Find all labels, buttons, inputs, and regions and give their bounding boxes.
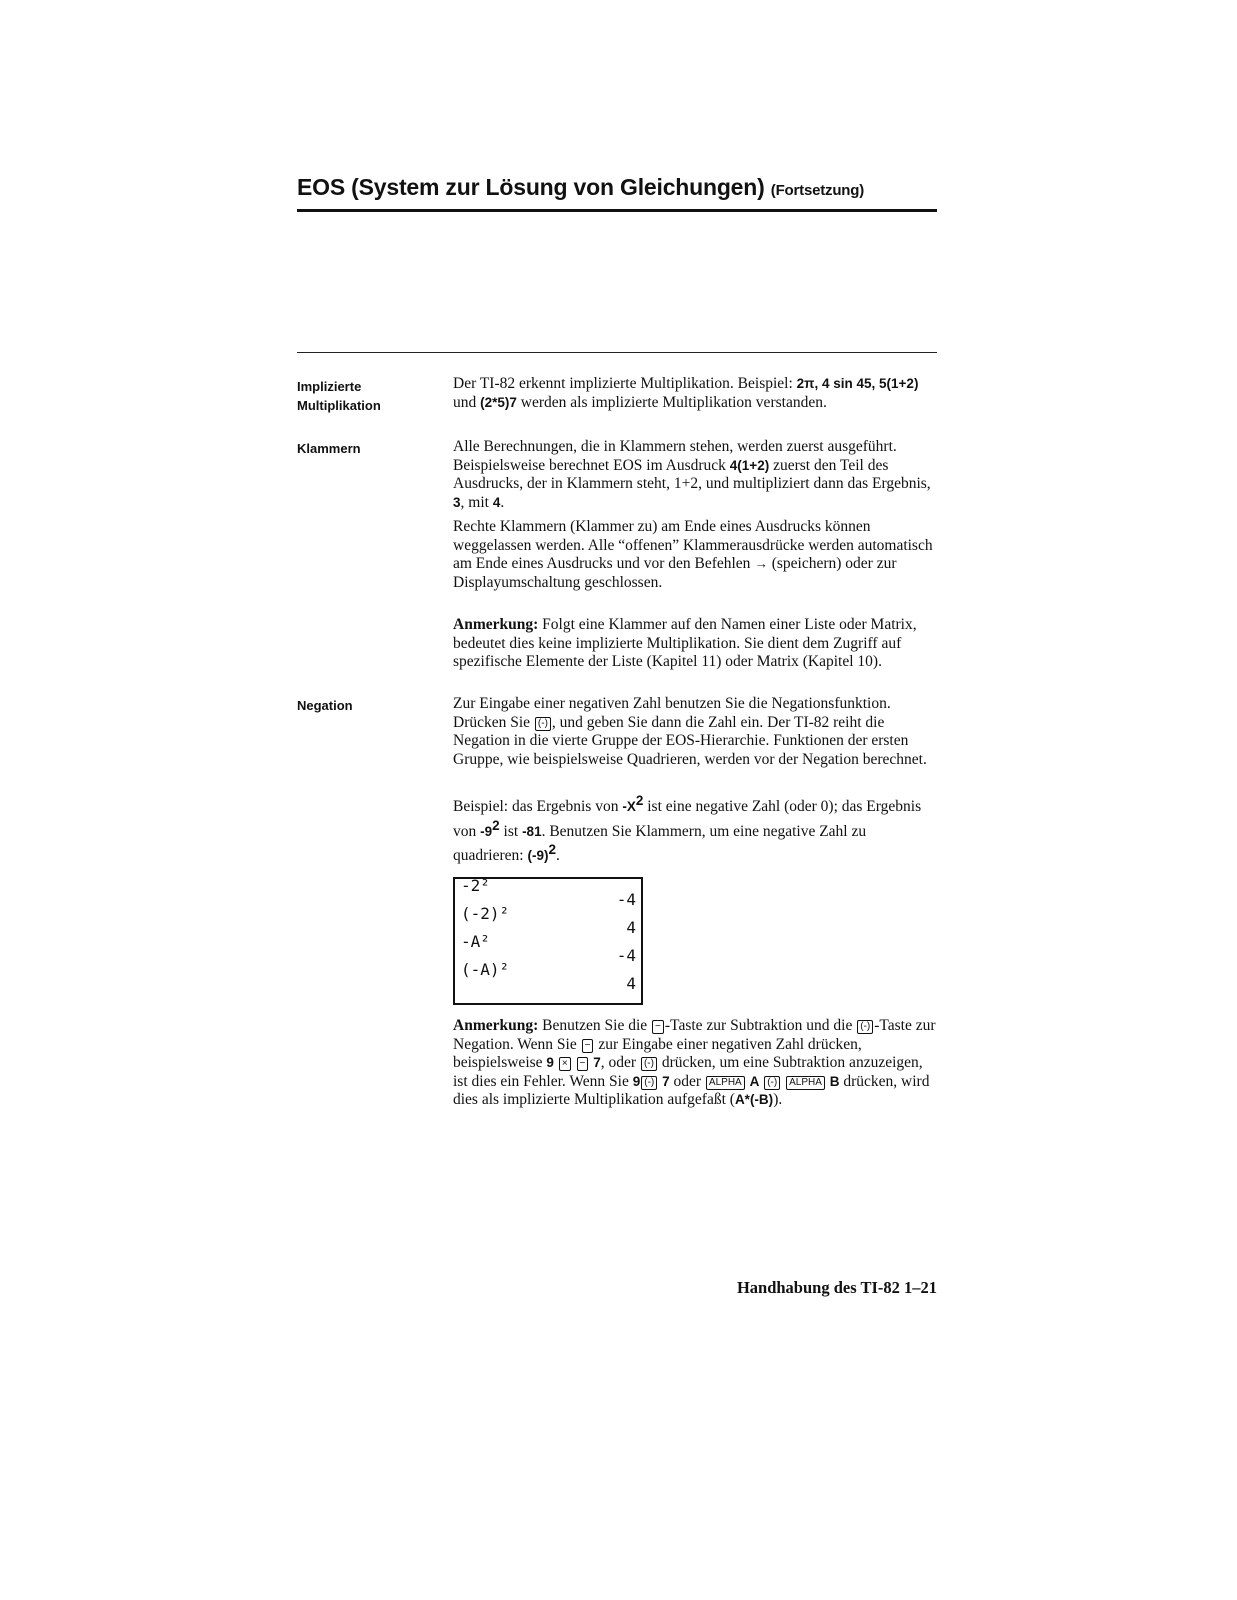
alpha-key-icon: ALPHA [706, 1076, 745, 1090]
negation-key-icon: (-) [764, 1076, 780, 1090]
code: A [749, 1073, 760, 1089]
times-key-icon: × [559, 1057, 571, 1071]
paragraph-negation-1 [453, 695, 937, 769]
code: 9 [546, 1055, 554, 1070]
note-label: Anmerkung: [453, 616, 539, 633]
code: B [829, 1073, 840, 1089]
text: Rechte Klammern (Klammer zu) am Ende eines Ausdrucks können weggelassen werden. Alle “offenen” Klammerausdrücke werden automatisch am Ende eines Ausdrucks und vor den Befehlen [453, 518, 933, 572]
text: und [453, 393, 481, 411]
text: , und geben Sie dann die Zahl ein. Der TI-82 reiht die Negation in die vierte Gruppe der EOS-Hierarchie. Funktionen der ersten Gruppe, wie beispielsweise Quadrieren, werden vor der Negation berechnet. [453, 713, 927, 768]
text: (speichern) oder zur Displayumschaltung geschlossen. [453, 555, 897, 591]
negation-key-icon: (-) [641, 1057, 657, 1071]
paragraph-negation-2 [453, 792, 937, 866]
negation-key-icon: (-) [535, 717, 551, 731]
negation-key-icon: (-) [641, 1076, 657, 1090]
minus-key-icon: − [582, 1039, 594, 1053]
text: drücken, wird dies als implizierte Multiplikation aufgefaßt ( [453, 1072, 930, 1108]
code: A*(-B) [734, 1092, 774, 1107]
code: 3 [453, 494, 461, 510]
minus-key-icon: − [652, 1020, 664, 1034]
note-label: Anmerkung: [453, 1017, 539, 1034]
screen-line: -2² [461, 876, 490, 895]
text: , mit [460, 493, 493, 511]
page-title [297, 174, 937, 201]
screen-result: -4 [616, 946, 636, 965]
title-subtitle: (Fortsetzung) [770, 182, 865, 199]
text: . [555, 847, 560, 865]
code: (2*5)7 [480, 394, 517, 410]
calculator-screen [453, 877, 643, 1005]
paragraph-parentheses-1 [453, 438, 937, 512]
negation-key-icon: (-) [857, 1020, 873, 1034]
paragraph-parentheses-2 [453, 518, 937, 592]
text: drücken, um eine Subtraktion anzuzeigen, ist dies ein Fehler. Wenn Sie [453, 1054, 923, 1090]
code: 7 [593, 1055, 601, 1070]
alpha-key-icon: ALPHA [786, 1076, 825, 1090]
text: werden als implizierte Multiplikation verstanden. [516, 393, 827, 411]
title-main: EOS (System zur Lösung von Gleichungen) [297, 174, 765, 200]
text: Beispiel: das Ergebnis von [453, 798, 623, 816]
paragraph-parentheses-note [453, 616, 937, 672]
text: oder [669, 1072, 705, 1090]
header-rule [297, 209, 937, 212]
section-rule [297, 352, 937, 353]
superscript: 2 [635, 793, 644, 808]
label-parentheses: Klammern [297, 441, 361, 456]
text: ). [773, 1091, 783, 1108]
screen-result: 4 [626, 974, 636, 993]
screen-line: (-A)² [461, 960, 510, 979]
text: Der TI-82 erkennt implizierte Multiplikation. Beispiel: [453, 375, 797, 392]
superscript: 2 [548, 842, 556, 858]
screen-result: -4 [616, 890, 636, 909]
text: Folgt eine Klammer auf den Namen einer Liste oder Matrix, bedeutet dies keine implizierte Multiplikation. Sie dient dem Zugriff auf spezifische Elemente der Liste (Kapitel 11) oder Matrix (Kapitel 10). [453, 616, 917, 670]
minus-key-icon: − [577, 1057, 589, 1071]
text: -Taste zur Subtraktion und die [664, 1017, 857, 1034]
code: 2π, 4 sin 45, 5(1+2) [796, 376, 919, 391]
code: 7 [662, 1073, 670, 1089]
store-arrow-icon: → [754, 556, 768, 571]
text: . Benutzen Sie Klammern, um eine negative Zahl zu quadrieren: [453, 822, 867, 865]
code: -X [622, 799, 636, 815]
text: . [500, 493, 505, 511]
code: -9 [480, 823, 493, 839]
text: , oder [600, 1054, 640, 1071]
label-implied-multiplication: Implizierte Multiplikation [297, 379, 381, 413]
superscript: 2 [492, 817, 500, 833]
paragraph-keys-note [453, 1017, 937, 1110]
code: 9 [632, 1073, 641, 1089]
text: zur Eingabe einer negativen Zahl drücken, beispielsweise [453, 1035, 862, 1071]
text: Zur Eingabe einer negativen Zahl benutzen Sie die Negationsfunktion. Drücken Sie [453, 695, 891, 731]
page-footer: Handhabung des TI-82 1–21 [736, 1278, 937, 1297]
paragraph-implied-multiplication [453, 375, 937, 412]
text: Benutzen Sie die [538, 1017, 652, 1034]
text: ist [499, 822, 523, 840]
code: 4(1+2) [729, 457, 770, 473]
screen-result: 4 [626, 918, 636, 937]
screen-line: (-2)² [461, 904, 510, 923]
code: 4 [492, 494, 501, 510]
text: Alle Berechnungen, die in Klammern stehen, werden zuerst ausgeführt. Beispielsweise berechnet EOS im Ausdruck [453, 438, 897, 474]
code: -81 [522, 823, 542, 839]
code: (-9) [527, 848, 549, 864]
text: -Taste zur Negation. Wenn Sie [453, 1017, 936, 1053]
screen-line: -A² [461, 932, 490, 951]
text: ist eine negative Zahl (oder 0); das Ergebnis von [453, 798, 922, 840]
label-negation: Negation [297, 698, 353, 713]
text: zuerst den Teil des Ausdrucks, der in Klammern steht, 1+2, und multipliziert dann das Ergebnis, [453, 456, 931, 492]
